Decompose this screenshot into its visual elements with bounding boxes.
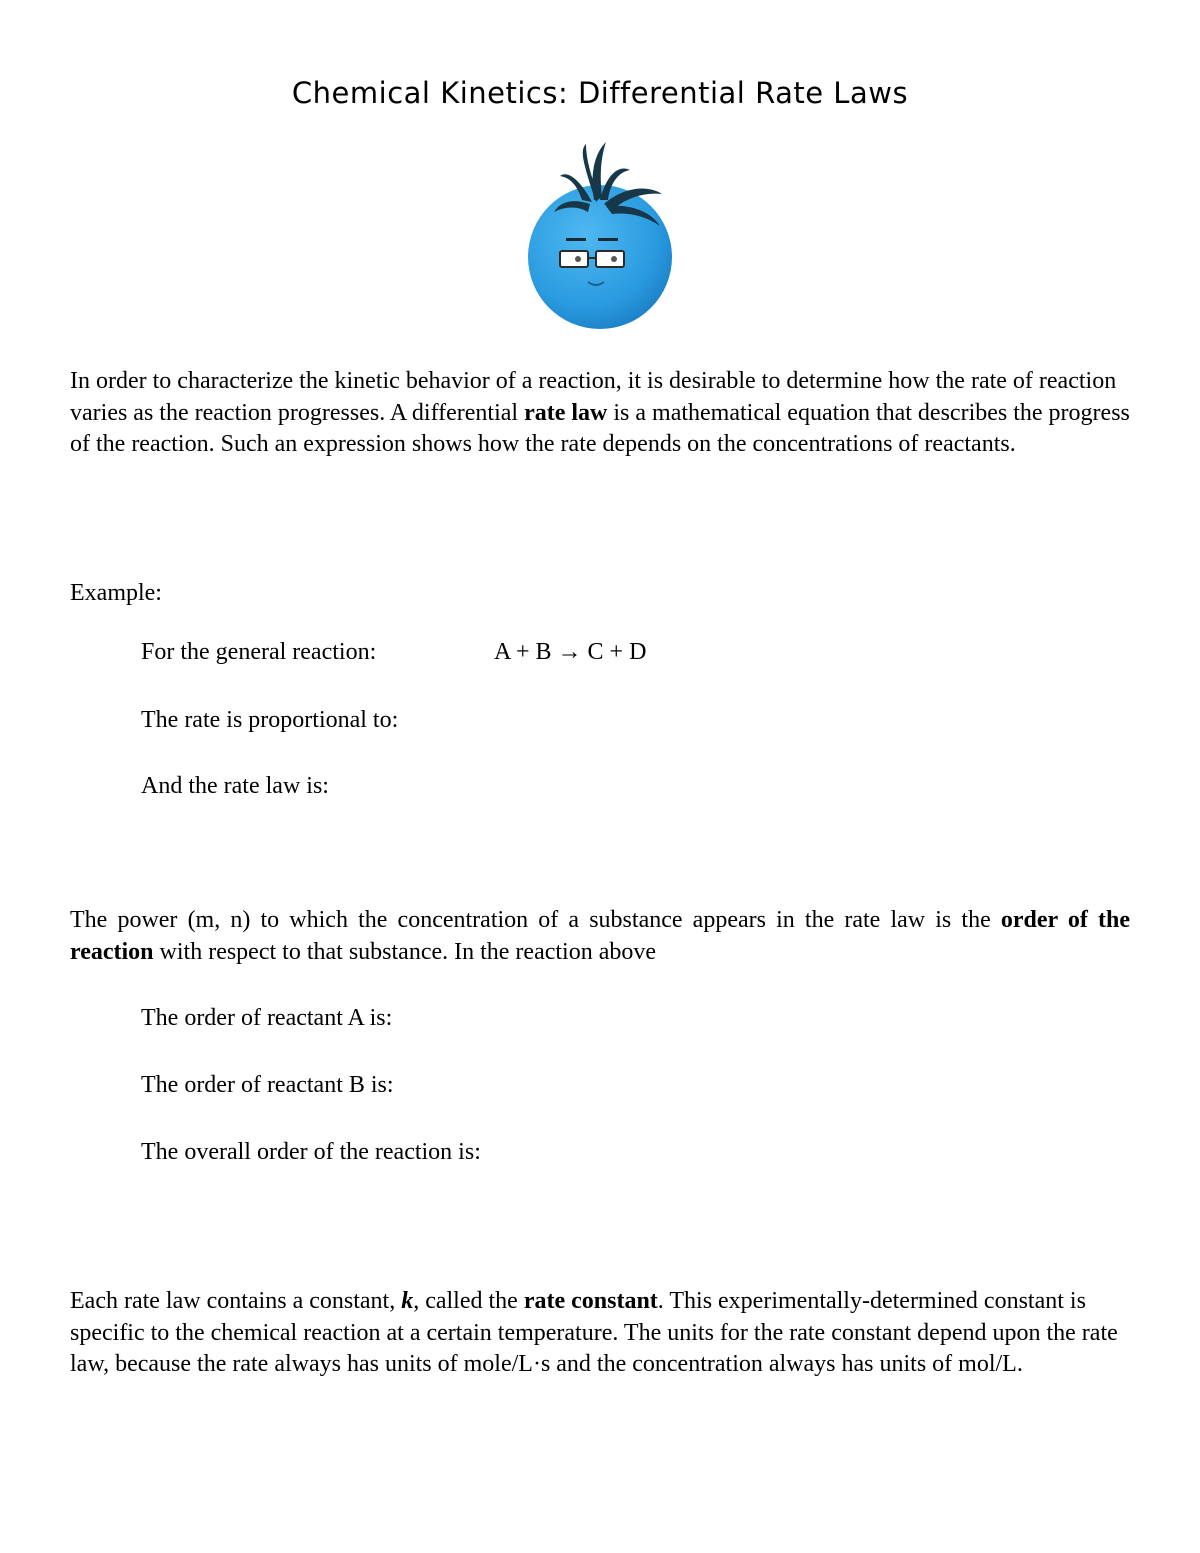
mascot-left-eyebrow (566, 238, 586, 241)
term-rate-law: rate law (524, 399, 608, 426)
example-label: Example: (70, 580, 162, 606)
term-rate-constant: rate constant (523, 1288, 658, 1314)
reaction-equation: A + B → C + D (494, 639, 647, 665)
intro-text-1: In order to characterize the kinetic behavior of a reaction, it is desirable to determine how the rate of reaction varies as the reaction progresses. A differential (70, 368, 1117, 426)
rate-constant-text-3: . This experimentally-determined constant is specific to the chemical reaction at a certain temperature. The units for the rate constant depend upon the rate law, because the rate always has units of mole/L·s and the concentration always has units of mol/L. (70, 1288, 1118, 1377)
rate-proportional-label: The rate is proportional to: (141, 707, 399, 733)
order-reactant-b-label: The order of reactant B is: (141, 1072, 394, 1098)
mascot-right-eyebrow (598, 238, 618, 241)
intro-text-2: is a mathematical equation that describes the progress of the reaction. Such an expression shows how the rate depends on the concentrations of reactants. (70, 399, 1130, 457)
page-title: Chemical Kinetics: Differential Rate Laws (291, 76, 909, 110)
order-reactant-a-label: The order of reactant A is: (141, 1005, 393, 1031)
term-order-of-reaction: order of the reaction (70, 907, 1131, 965)
order-paragraph (70, 905, 1130, 968)
k-symbol: k (401, 1288, 414, 1314)
order-text-1: The power (m, n) to which the concentration of a substance appears in the rate law is the (70, 907, 1001, 933)
rate-constant-text-2: , called the (413, 1288, 524, 1314)
rate-law-label: And the rate law is: (141, 773, 329, 799)
intro-paragraph (70, 366, 1130, 461)
general-reaction-label: For the general reaction: (141, 639, 377, 665)
overall-order-label: The overall order of the reaction is: (141, 1139, 481, 1165)
mascot-face-illustration (520, 140, 680, 335)
rate-constant-text-1: Each rate law contains a constant, (70, 1288, 402, 1314)
order-text-2: with respect to that substance. In the reaction above (153, 938, 657, 965)
rate-constant-paragraph (70, 1286, 1130, 1381)
